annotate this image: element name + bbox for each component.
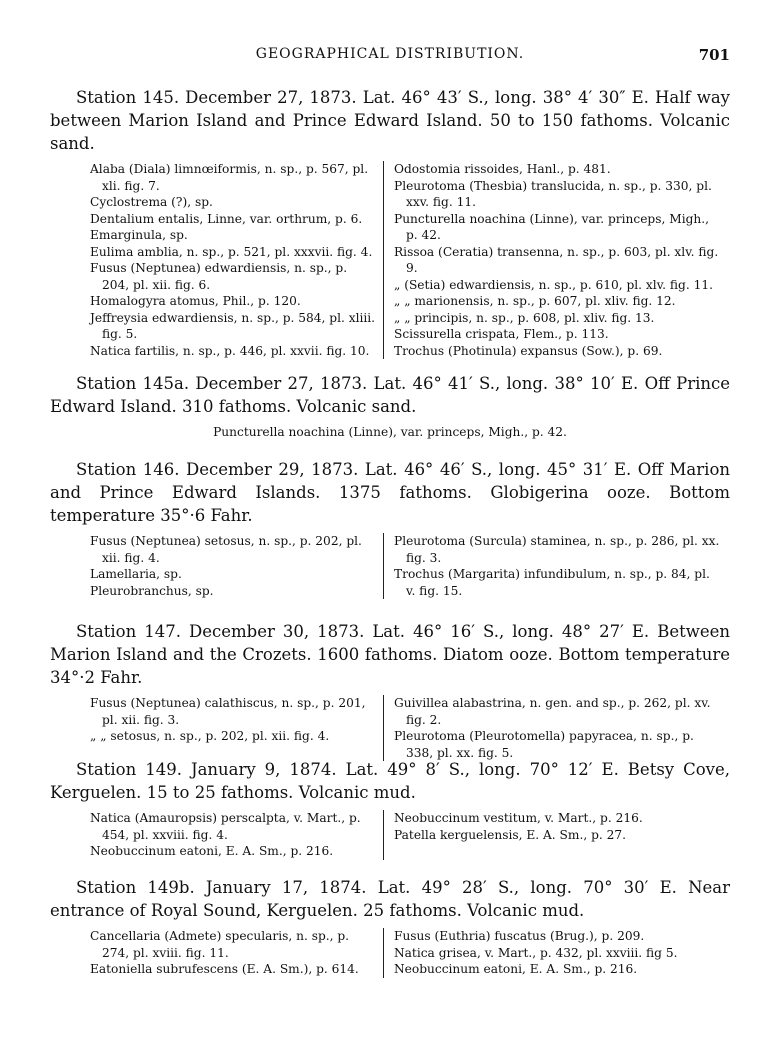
species-entry: Odostomia rissoides, Hanl., p. 481. [394, 162, 611, 176]
species-entry: Pleurotoma (Thesbia) translucida, n. sp., p. 330, pl. xxv. fig. 11. [394, 178, 712, 209]
species-entry: Fusus (Neptunea) calathiscus, n. sp., p. 201, pl. xii. fig. 3. [90, 696, 366, 727]
species-entry: Puncturella noachina (Linne), var. princeps, Migh., p. 42. [394, 211, 709, 242]
station-heading: Station 147. December 30, 1873. Lat. 46° 16′ S., long. 48° 27′ E. Between Marion Island and the Crozets. 1600 fathoms. Diatom ooze. Bottom temperature 34°·2 Fahr. [50, 622, 730, 687]
species-entry: „ „ setosus, n. sp., p. 202, pl. xii. fig. 4. [90, 729, 330, 743]
species-entry: Neobuccinum vestitum, v. Mart., p. 216. [394, 811, 643, 825]
species-entry: Trochus (Photinula) expansus (Sow.), p. 69. [394, 343, 663, 358]
species-entry: Emarginula, sp. [90, 228, 188, 242]
species-entry: Puncturella noachina (Linne), var. princeps, Migh., p. 42. [213, 425, 567, 439]
species-entry: Natica fartilis, n. sp., p. 446, pl. xxvii. fig. 10. [90, 343, 370, 358]
species-entry: Dentalium entalis, Linne, var. orthrum, p. 6. [90, 211, 363, 226]
station-149b [50, 876, 730, 978]
species-entry: Pleurotoma (Surcula) staminea, n. sp., p. 286, pl. xx. fig. 3. [394, 534, 720, 565]
species-list [50, 810, 730, 860]
species-entry: Neobuccinum eatoni, E. A. Sm., p. 216. [394, 962, 638, 976]
running-header [50, 46, 730, 68]
page-number: 701 [698, 46, 730, 64]
species-entry: Natica grisea, v. Mart., p. 432, pl. xxviii. fig 5. [394, 945, 678, 960]
species-entry: Cancellaria (Admete) specularis, n. sp., p. 274, pl. xviii. fig. 11. [90, 929, 350, 960]
species-entry: Fusus (Neptunea) edwardiensis, n. sp., p. 204, pl. xii. fig. 6. [90, 261, 348, 292]
station-heading: Station 145. December 27, 1873. Lat. 46° 43′ S., long. 38° 4′ 30″ E. Half way between Marion Island and Prince Edward Island. 50 to 150 fathoms. Volcanic sand. [50, 88, 730, 153]
station-145a [50, 372, 730, 441]
species-entry: Neobuccinum eatoni, E. A. Sm., p. 216. [90, 844, 334, 858]
species-column-left [50, 533, 384, 599]
species-list [50, 161, 730, 359]
species-entry: Patella kerguelensis, E. A. Sm., p. 27. [394, 827, 627, 842]
species-entry: „ „ principis, n. sp., p. 608, pl. xliv. fig. 13. [394, 310, 655, 325]
species-column-right [384, 533, 730, 599]
species-column-left [50, 161, 384, 359]
species-entry: Fusus (Neptunea) setosus, n. sp., p. 202, pl. xii. fig. 4. [90, 534, 362, 565]
species-column-left [50, 695, 384, 761]
species-entry: Pleurobranchus, sp. [90, 583, 214, 598]
species-entry: Eatoniella subrufescens (E. A. Sm.), p. 614. [90, 962, 359, 976]
species-entry: „ (Setia) edwardiensis, n. sp., p. 610, pl. xlv. fig. 11. [394, 277, 713, 292]
species-entry: Homalogyra atomus, Phil., p. 120. [90, 294, 301, 308]
species-entry: Eulima amblia, n. sp., p. 521, pl. xxxvii. fig. 4. [90, 244, 373, 259]
species-list [50, 928, 730, 978]
species-column-right [384, 928, 730, 978]
species-column-left [50, 810, 384, 860]
station-heading: Station 149b. January 17, 1874. Lat. 49° 28′ S., long. 70° 30′ E. Near entrance of Royal Sound, Kerguelen. 25 fathoms. Volcanic mud. [50, 878, 730, 920]
station-147 [50, 620, 730, 761]
running-title: GEOGRAPHICAL DISTRIBUTION. [255, 46, 525, 62]
species-entry: „ „ marionensis, n. sp., p. 607, pl. xliv. fig. 12. [394, 294, 676, 308]
species-entry: Cyclostrema (?), sp. [90, 195, 213, 209]
species-column-right [384, 695, 730, 761]
species-entry: Jeffreysia edwardiensis, n. sp., p. 584, pl. xliii. fig. 5. [90, 310, 376, 341]
species-list [50, 695, 730, 761]
species-entry: Alaba (Diala) limnœiformis, n. sp., p. 567, pl. xli. fig. 7. [90, 162, 369, 193]
species-entry: Rissoa (Ceratia) transenna, n. sp., p. 603, pl. xlv. fig. 9. [394, 244, 719, 275]
species-entry: Fusus (Euthria) fuscatus (Brug.), p. 209. [394, 929, 645, 943]
species-column-left [50, 928, 384, 978]
species-column-right [384, 810, 730, 860]
station-heading: Station 145a. December 27, 1873. Lat. 46° 41′ S., long. 38° 10′ E. Off Prince Edward Island. 310 fathoms. Volcanic sand. [50, 374, 730, 416]
station-146 [50, 458, 730, 599]
station-149 [50, 758, 730, 860]
station-heading: Station 149. January 9, 1874. Lat. 49° 8′ S., long. 70° 12′ E. Betsy Cove, Kerguelen. 15 to 25 fathoms. Volcanic mud. [50, 760, 730, 802]
species-column-right [384, 161, 730, 359]
species-entry: Lamellaria, sp. [90, 567, 182, 581]
station-heading: Station 146. December 29, 1873. Lat. 46° 46′ S., long. 45° 31′ E. Off Marion and Prince Edward Islands. 1375 fathoms. Globigerina ooze. Bottom temperature 35°·6 Fahr. [50, 460, 730, 525]
species-entry: Pleurotoma (Pleurotomella) papyracea, n. sp., p. 338, pl. xx. fig. 5. [394, 729, 694, 760]
species-entry: Natica (Amauropsis) perscalpta, v. Mart., p. 454, pl. xxviii. fig. 4. [90, 811, 361, 842]
species-list [50, 533, 730, 599]
station-145 [50, 86, 730, 359]
species-entry: Scissurella crispata, Flem., p. 113. [394, 327, 609, 341]
species-entry: Guivillea alabastrina, n. gen. and sp., p. 262, pl. xv. fig. 2. [394, 696, 711, 727]
species-entry: Trochus (Margarita) infundibulum, n. sp., p. 84, pl. v. fig. 15. [394, 567, 710, 598]
